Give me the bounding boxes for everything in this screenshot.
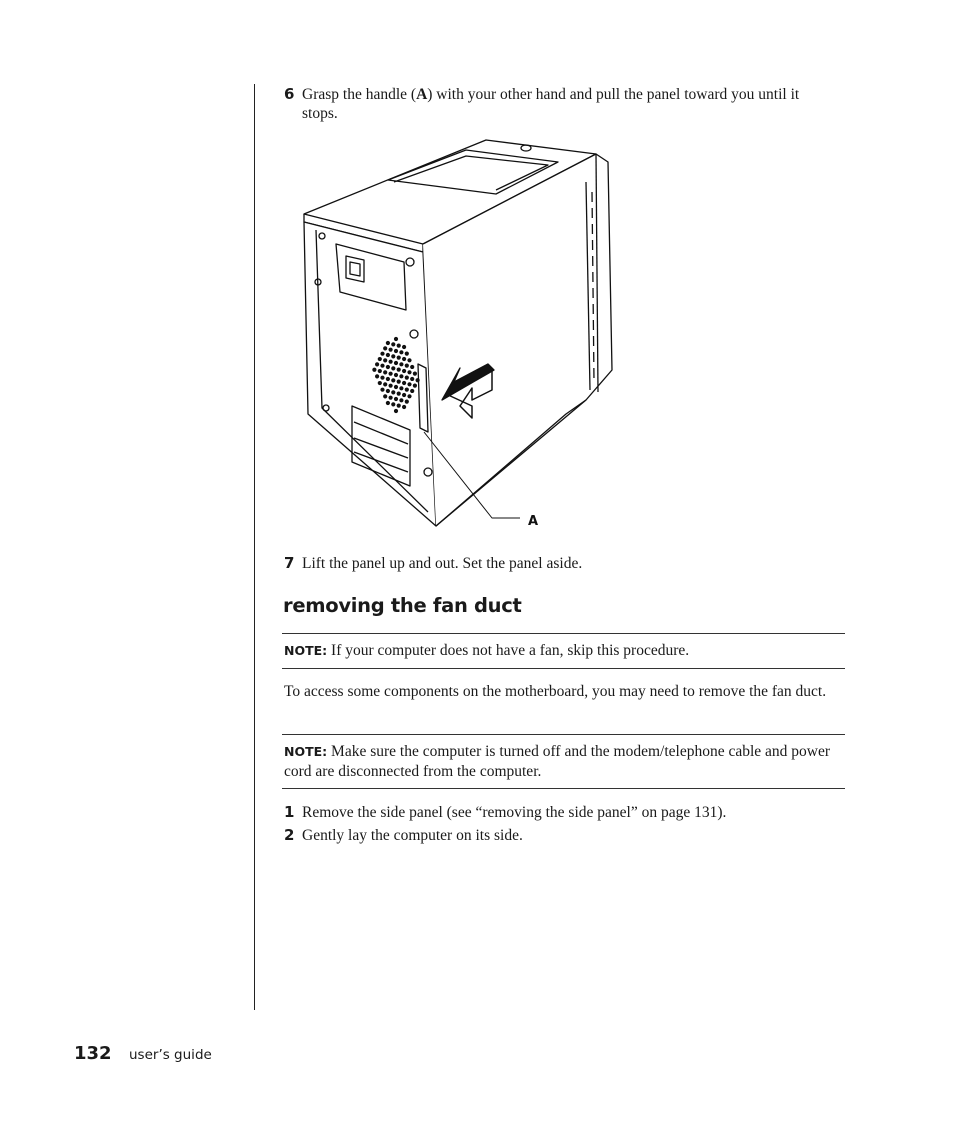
step-2 [284,826,832,845]
fan-grille-hole [391,390,395,394]
step-text: Grasp the handle (A) with your other hand and pull the panel toward you until it stops. [302,86,800,122]
step-number: 7 [284,554,295,572]
fan-grille-hole [389,360,393,364]
fan-grille-hole [394,361,398,365]
fan-grille-hole [383,382,387,386]
fan-grille-hole [399,350,403,354]
footer-title: user’s guide [129,1047,212,1063]
fan-grille-hole [383,394,387,398]
margin-rule [254,84,255,1010]
fan-grille-hole [380,388,384,392]
fan-grille-hole [405,400,409,404]
fan-grille-hole [391,378,395,382]
fan-grille-hole [399,398,403,402]
fan-grille-hole [372,368,376,372]
fan-grille-hole [410,365,414,369]
section-heading: removing the fan duct [283,594,522,617]
step-number: 6 [284,85,295,103]
fan-grille-hole [394,349,398,353]
fan-grille-hole [391,342,395,346]
fan-grille-hole [386,341,390,345]
fan-grille-hole [378,381,382,385]
fan-grille-hole [407,358,411,362]
callout-label: A [528,514,539,529]
fan-grille-hole [402,381,406,385]
note-1: NOTE: If your computer does not have a fan, skip this procedure. [284,642,690,659]
divider [282,734,845,735]
page-number: 132 [74,1043,112,1064]
intro-paragraph: To access some components on the motherboard, you may need to remove the fan duct. [284,683,827,700]
fan-grille-hole [391,366,395,370]
fan-grille-hole [402,393,406,397]
fan-grille-hole [402,369,406,373]
step-6 [284,85,832,123]
fan-grille-hole [380,364,384,368]
fan-grille-hole [397,392,401,396]
fan-grille-hole [413,372,417,376]
fan-grille-hole [378,357,382,361]
fan-grille-hole [405,352,409,356]
fan-grille-hole [397,356,401,360]
fan-grille-hole [405,364,409,368]
fan-grille-hole [394,373,398,377]
fan-grille-hole [407,394,411,398]
fan-grille-hole [380,352,384,356]
fan-grille-hole [394,397,398,401]
fan-grille-hole [383,358,387,362]
fan-grille-hole [391,402,395,406]
step-text: Lift the panel up and out. Set the panel aside. [302,555,583,572]
divider [282,668,845,669]
step-text: Remove the side panel (see “removing the side panel” on page 131). [302,804,727,821]
fan-grille-hole [397,368,401,372]
fan-grille-hole [383,370,387,374]
fan-grille-hole [389,384,393,388]
fan-grille-hole [386,389,390,393]
fan-grille-hole [410,389,414,393]
divider [282,633,845,634]
fan-grille-hole [378,369,382,373]
fan-grille-hole [389,372,393,376]
fan-grille-hole [405,376,409,380]
fan-grille-hole [397,404,401,408]
fan-grille-hole [407,382,411,386]
fan-grille-hole [399,362,403,366]
step-1 [284,803,832,822]
step-7 [284,554,832,573]
fan-grille-hole [394,409,398,413]
fan-grille-hole [389,348,393,352]
computer-tower-svg [296,132,636,532]
fan-grille-hole [402,357,406,361]
divider [282,788,845,789]
fan-grille-hole [399,374,403,378]
fan-grille-hole [405,388,409,392]
note-label: NOTE: [284,643,328,658]
fan-grille-hole [383,346,387,350]
fan-grille-hole [380,376,384,380]
fan-grille-hole [402,405,406,409]
fan-grille-hole [386,401,390,405]
step-number: 2 [284,826,295,844]
fan-grille-hole [394,337,398,341]
fan-grille-hole [402,345,406,349]
fan-grille-hole [413,384,417,388]
note-label: NOTE: [284,744,328,759]
note-2: NOTE: Make sure the computer is turned off and the modem/telephone cable and power cord are disconnected from the computer. [284,743,831,780]
fan-grille-hole [394,385,398,389]
computer-tower-illustration [296,132,636,532]
fan-grille-hole [397,344,401,348]
fan-grille-hole [389,396,393,400]
fan-grille-hole [391,354,395,358]
fan-grille-hole [386,377,390,381]
fan-grille-hole [410,377,414,381]
fan-grille-hole [375,362,379,366]
fan-grille-hole [397,380,401,384]
handle-label: A [416,86,428,103]
fan-grille-hole [416,378,420,382]
fan-grille-hole [399,386,403,390]
fan-grille-hole [386,353,390,357]
step-text: Gently lay the computer on its side. [302,827,523,844]
fan-grille-hole [375,374,379,378]
fan-grille-hole [386,365,390,369]
fan-grille-hole [407,370,411,374]
step-number: 1 [284,803,295,821]
